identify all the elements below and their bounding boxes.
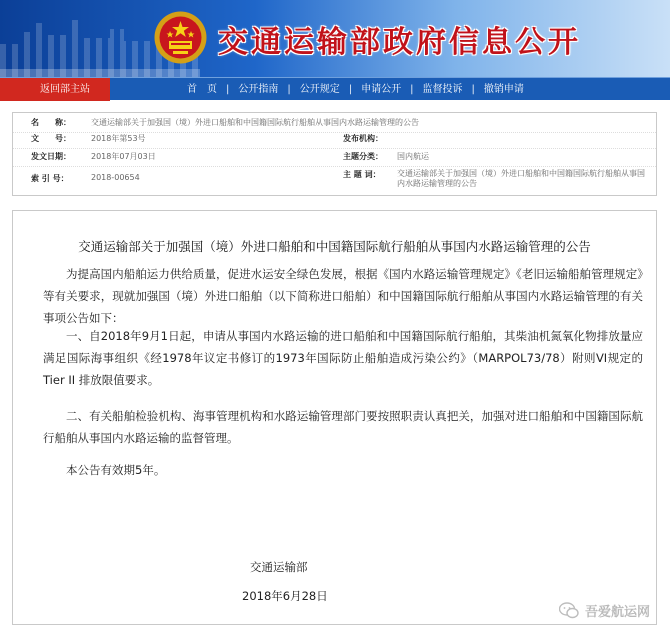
index-label: 索 引 号： bbox=[31, 174, 69, 183]
category-value: 国内航运 bbox=[397, 152, 429, 161]
nav-item-rules[interactable]: 公开规定 bbox=[299, 84, 340, 95]
nav-menu bbox=[178, 78, 533, 101]
header-banner bbox=[0, 0, 670, 77]
nav-separator: | bbox=[226, 84, 230, 95]
category-label: 主题分类： bbox=[343, 152, 383, 161]
nav-item-complaint[interactable]: 监督投诉 bbox=[422, 84, 463, 95]
paragraph-validity: 本公告有效期5年。 bbox=[66, 463, 166, 477]
back-to-main-site-link[interactable]: 返回部主站 bbox=[0, 78, 110, 101]
date-label: 发文日期： bbox=[31, 152, 71, 161]
meta-row-date bbox=[13, 151, 656, 167]
watermark bbox=[559, 601, 650, 620]
nav-separator: | bbox=[471, 84, 475, 95]
site-title: 交通运输部政府信息公开 bbox=[218, 25, 581, 60]
docno-label: 文 号： bbox=[31, 134, 71, 143]
docno-value: 2018年第53号 bbox=[91, 134, 146, 143]
signature-date: 2018年6月28日 bbox=[242, 589, 328, 603]
article-title: 交通运输部关于加强国（境）外进口船舶和中国籍国际航行船舶从事国内水路运输管理的公告 bbox=[78, 239, 591, 254]
nav-separator: | bbox=[287, 84, 291, 95]
date-value: 2018年07月03日 bbox=[91, 152, 156, 161]
issuer-label: 发布机构： bbox=[343, 134, 383, 143]
meta-row-docno bbox=[13, 133, 656, 149]
index-value: 2018-00654 bbox=[91, 173, 140, 182]
signature-issuer: 交通运输部 bbox=[250, 560, 308, 574]
meta-row-name bbox=[13, 117, 656, 133]
national-emblem-icon bbox=[153, 10, 208, 65]
meta-row-index bbox=[13, 169, 656, 195]
nav-separator: | bbox=[348, 84, 353, 95]
wechat-icon bbox=[559, 602, 579, 619]
keywords-value: 交通运输部关于加强国（境）外进口船舶和中国籍国际航行船舶从事国内水路运输管理的公告 bbox=[397, 169, 645, 188]
keywords-label: 主 题 词： bbox=[343, 170, 381, 179]
watermark-text: 吾爱航运网 bbox=[584, 605, 650, 620]
nav-separator: | bbox=[410, 84, 414, 95]
paragraph-intro: 为提高国内船舶运力供给质量，促进水运安全绿色发展，根据《国内水路运输管理规定》《老旧运输船舶管理规定》等有关要求，现就加强国（境）外进口船舶（以下简称进口船舶）和中国籍国际航行船舶从事国内水路运输管理的有关事项公告如下： bbox=[43, 267, 643, 325]
main-navbar bbox=[0, 77, 670, 100]
name-label: 名 称： bbox=[31, 118, 71, 127]
article-body bbox=[12, 210, 657, 625]
paragraph-item-2: 二、有关船舶检验机构、海事管理机构和水路运输管理部门要按照职责认真把关，加强对进口船舶和中国籍国际航行船舶从事国内水路运输的监督管理。 bbox=[43, 409, 643, 445]
document-meta-box bbox=[12, 112, 657, 196]
nav-item-guide[interactable]: 公开指南 bbox=[238, 84, 279, 95]
nav-item-home[interactable]: 首 页 bbox=[187, 84, 217, 95]
paragraph-item-1: 一、自2018年9月1日起，申请从事国内水路运输的进口船舶和中国籍国际航行船舶，其柴油机氮氧化物排放量应满足国际海事组织《经1978年议定书修订的1973年国际防止船舶造成污染公约》（MARPOL73/78）附则VI规定的Tier II 排放限值要求。 bbox=[43, 329, 643, 387]
name-value: 交通运输部关于加强国（境）外进口船舶和中国籍国际航行船舶从事国内水路运输管理的公告 bbox=[91, 118, 419, 127]
nav-item-apply[interactable]: 申请公开 bbox=[361, 84, 402, 95]
nav-item-revoke[interactable]: 撤销申请 bbox=[483, 84, 524, 95]
